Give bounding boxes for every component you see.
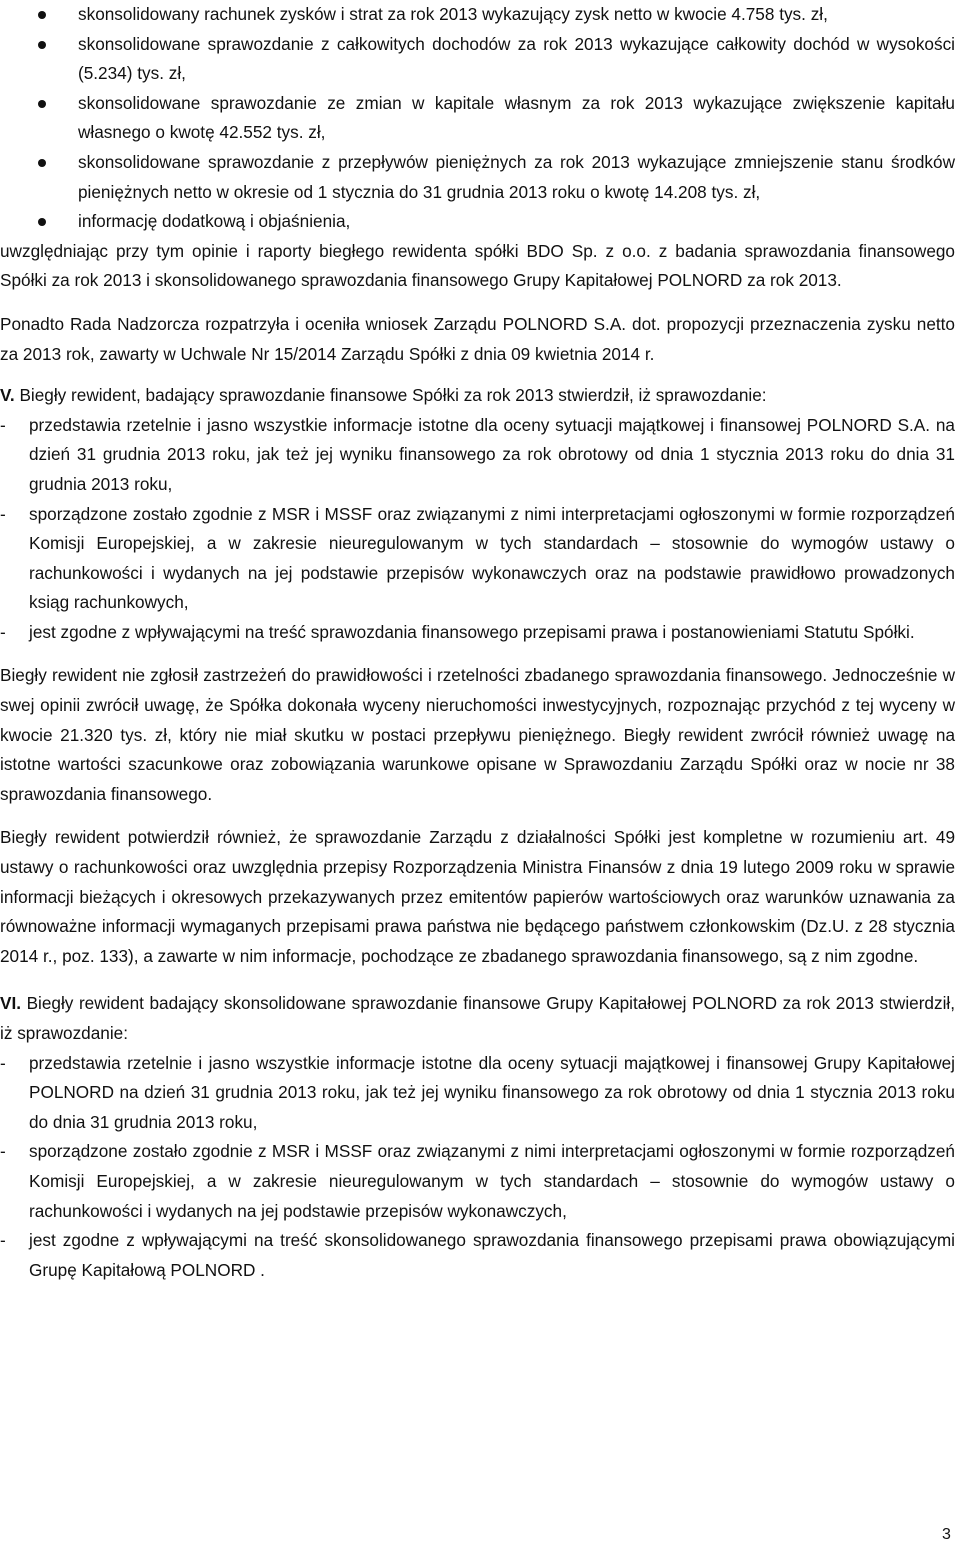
bullet-item: skonsolidowane sprawozdanie z przepływów pieniężnych za rok 2013 wykazujące zmniejszenie stanu środków pieniężnych netto w okresie od 1 stycznia do 31 grudnia 2013 roku o kwotę 14.208 tys. zł, [0,148,955,207]
section-vi-item: - przedstawia rzetelnie i jasno wszystkie informacje istotne dla oceny sytuacji majątkowej i finansowej Grupy Kapitałowej POLNORD na dzień 31 grudnia 2013 roku, jak też jej wyniku finansowego za rok obrotowy od dnia 1 stycznia 2013 roku do dnia 31 grudnia 2013 roku, [0,1052,955,1132]
section-v-number: V. [0,385,15,406]
paragraph-auditor-no-reservations: Biegły rewident nie zgłosił zastrzeżeń do prawidłowości i rzetelności zbadanego sprawozdania finansowego. Jednocześnie w swej opinii zwrócił uwagę, że Spółka dokonała wyceny nieruchomości inwestycyjnych, rozpoznając przychód z tej wyceny w kwocie 21.320 tys. zł, który nie miał skutku w postaci przepływu pieniężnego. Biegły rewident zwrócił również uwagę na istotne wartości szacunkowe oraz zobowiązania warunkowe opisane w Sprawozdaniu Zarządu Spółki oraz w nocie nr 38 sprawozdania finansowego. [0,665,955,804]
bullet-icon [38,41,46,49]
bullet-item: skonsolidowane sprawozdanie z całkowitych dochodów za rok 2013 wykazujące całkowity dochód w wysokości (5.234) tys. zł, [0,30,955,89]
paragraph-auditor-confirmed: Biegły rewident potwierdził również, że sprawozdanie Zarządu z działalności Spółki jest kompletne w rozumieniu art. 49 ustawy o rachunkowości oraz uwzględnia przepisy Rozporządzenia Ministra Finansów z dnia 19 lutego 2009 roku w sprawie informacji bieżących i okresowych przekazywanych przez emitentów papierów wartościowych oraz warunków uznawania za równoważne informacji wymaganych przepisami prawa państwa nie będącego państwem członkowskim (Dz.U. z 28 stycznia 2014 r., poz. 133), a zawarte w nim informacje, pochodzące ze zbadanego sprawozdania finansowego, są z nim zgodne. [0,827,955,966]
section-vi-item: - sporządzone zostało zgodnie z MSR i MSSF oraz związanymi z nimi interpretacjami ogłoszonymi w formie rozporządzeń Komisji Europejskiej, a w zakresie nieuregulowanym w tych standardach – stosownie do wymogów ustawy o rachunkowości i wydanych na jej podstawie przepisów wykonawczych, [0,1141,955,1221]
bullet-icon [38,159,46,167]
section-vi-number: VI. [0,993,22,1014]
section-vi-item: - jest zgodne z wpływającymi na treść skonsolidowanego sprawozdania finansowego przepisami prawa obowiązującymi Grupę Kapitałową POLNORD . [0,1230,955,1280]
page-number: 3 [942,1526,951,1543]
bullet-icon [38,218,46,226]
bullet-item: skonsolidowane sprawozdanie ze zmian w kapitale własnym za rok 2013 wykazujące zwiększenie kapitału własnego o kwotę 42.552 tys. zł, [0,89,955,148]
paragraph-profit-allocation: Ponadto Rada Nadzorcza rozpatrzyła i oceniła wniosek Zarządu POLNORD S.A. dot. propozycji przeznaczenia zysku netto za 2013 rok, zawarty w Uchwale Nr 15/2014 Zarządu Spółki z dnia 09 kwietnia 2014 r. [0,313,955,364]
bullet-icon [38,11,46,19]
paragraph-audit-reports: uwzględniając przy tym opinie i raporty biegłego rewidenta spółki BDO Sp. z o.o. z badania sprawozdania finansowego Spółki za rok 2013 i skonsolidowanego sprawozdania finansowego Grupy Kapitałowej POLNORD za rok 2013. [0,240,955,291]
bullet-item: skonsolidowany rachunek zysków i strat za rok 2013 wykazujący zysk netto w kwocie 4.758 tys. zł, [0,0,955,30]
section-v-intro: V. Biegły rewident, badający sprawozdanie finansowe Spółki za rok 2013 stwierdził, iż sprawozdanie: [0,385,767,406]
section-vi-intro: VI. Biegły rewident badający skonsolidowane sprawozdanie finansowe Grupy Kapitałowej POLNORD za rok 2013 stwierdził, iż sprawozdanie: [0,993,955,1043]
section-v-item: - sporządzone zostało zgodnie z MSR i MSSF oraz związanymi z nimi interpretacjami ogłoszonymi w formie rozporządzeń Komisji Europejskiej, a w zakresie nieuregulowanym w tych standardach – stosownie do wymogów ustawy o rachunkowości i wydanych na jej podstawie przepisów wykonawczych oraz na podstawie prawidłowo prowadzonych ksiąg rachunkowych, [0,503,955,613]
bullet-icon [38,100,46,108]
bullet-item: informację dodatkową i objaśnienia, [0,207,955,237]
section-v-item: - jest zgodne z wpływającymi na treść sprawozdania finansowego przepisami prawa i postanowieniami Statutu Spółki. [0,621,915,642]
section-v-item: - przedstawia rzetelnie i jasno wszystkie informacje istotne dla oceny sytuacji majątkowej i finansowej POLNORD S.A. na dzień 31 grudnia 2013 roku, jak też jej wyniku finansowego za rok obrotowy od dnia 1 stycznia 2013 roku do dnia 31 grudnia 2013 roku, [0,414,955,494]
